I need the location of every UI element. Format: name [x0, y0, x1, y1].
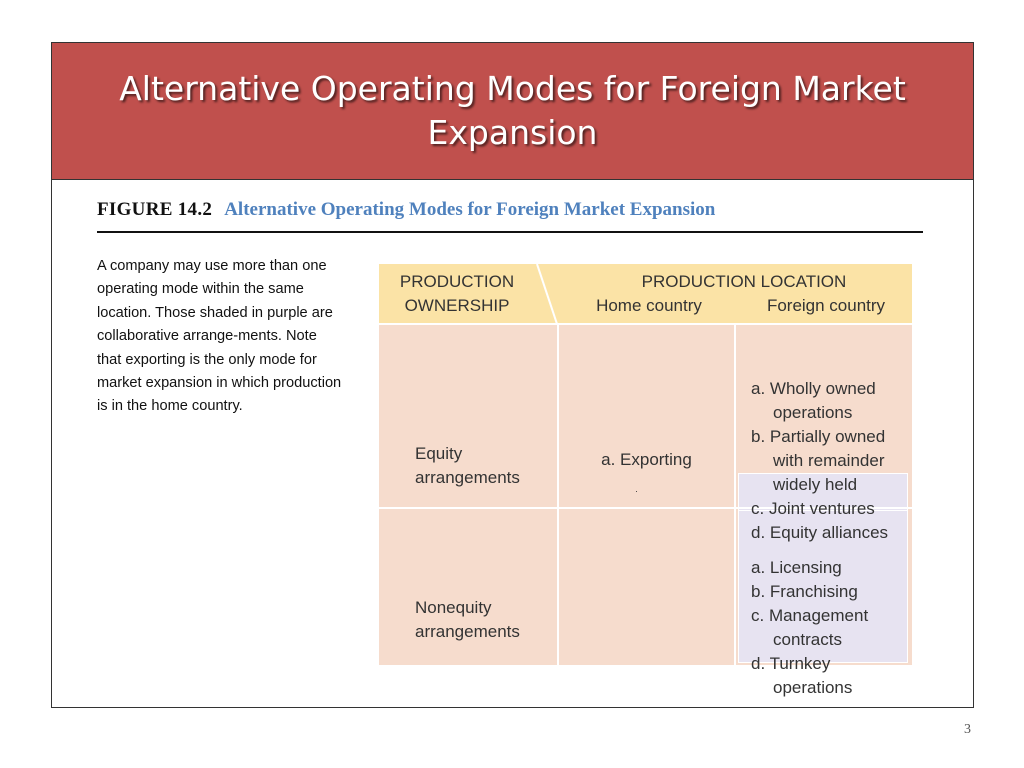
mode-equity-alliances: d. Equity alliances: [751, 523, 889, 542]
header-divider: [379, 323, 912, 325]
column-divider-1: [557, 324, 559, 665]
row-label-nonequity-line-2: arrangements: [415, 622, 520, 641]
mode-management-cont: contracts: [773, 630, 842, 649]
mode-wholly-owned-cont: operations: [773, 403, 853, 422]
row-label-nonequity: [415, 596, 520, 644]
mode-partially-owned-cont-1: with remainder: [773, 451, 885, 470]
column-header-home: Home country: [596, 296, 702, 315]
mode-joint-ventures: c. Joint ventures: [751, 499, 875, 518]
home-country-equity: a. Exporting: [601, 450, 692, 469]
figure-title: Alternative Operating Modes for Foreign Market Expansion: [224, 199, 716, 220]
mode-wholly-owned: a. Wholly owned: [751, 379, 876, 398]
mode-partially-owned: b. Partially owned: [751, 427, 886, 446]
column-divider-2: [734, 324, 736, 665]
row-header-line-1: PRODUCTION: [399, 272, 515, 291]
row-label-equity-line-1: Equity: [415, 444, 463, 463]
title-bar: [52, 43, 973, 180]
stray-dot: ·: [635, 486, 638, 496]
foreign-country-equity: [751, 377, 888, 545]
operating-modes-matrix: [379, 264, 912, 697]
mode-turnkey: d. Turnkey: [751, 654, 831, 673]
column-header-foreign: Foreign country: [766, 296, 886, 315]
mode-management: c. Management: [751, 606, 869, 625]
header-diagonal-divider: [535, 264, 559, 324]
row-label-equity-line-2: arrangements: [415, 468, 520, 487]
figure-number: FIGURE 14.2: [97, 199, 213, 220]
figure-heading: [97, 199, 923, 233]
row-header-line-2: OWNERSHIP: [404, 296, 510, 315]
row-header-title: [379, 270, 535, 318]
figure-caption: A company may use more than one operating mode within the same location. Those shaded in purple are collaborative arrange-ments. Note that exporting is the only mode for market expansion in which production is in the home country.: [97, 258, 342, 415]
slide-title: Alternative Operating Modes for Foreign Market Expansion: [119, 69, 906, 152]
page-number: 3: [964, 722, 971, 737]
mode-turnkey-cont: operations: [773, 678, 853, 697]
mode-licensing: a. Licensing: [751, 558, 842, 577]
mode-partially-owned-cont-2: widely held: [773, 475, 858, 494]
row-label-nonequity-line-1: Nonequity: [415, 598, 492, 617]
mode-franchising: b. Franchising: [751, 582, 858, 601]
column-group-title: PRODUCTION LOCATION: [641, 272, 847, 291]
foreign-country-nonequity: [751, 556, 868, 700]
slide: [51, 42, 974, 708]
row-label-equity: [415, 442, 520, 490]
